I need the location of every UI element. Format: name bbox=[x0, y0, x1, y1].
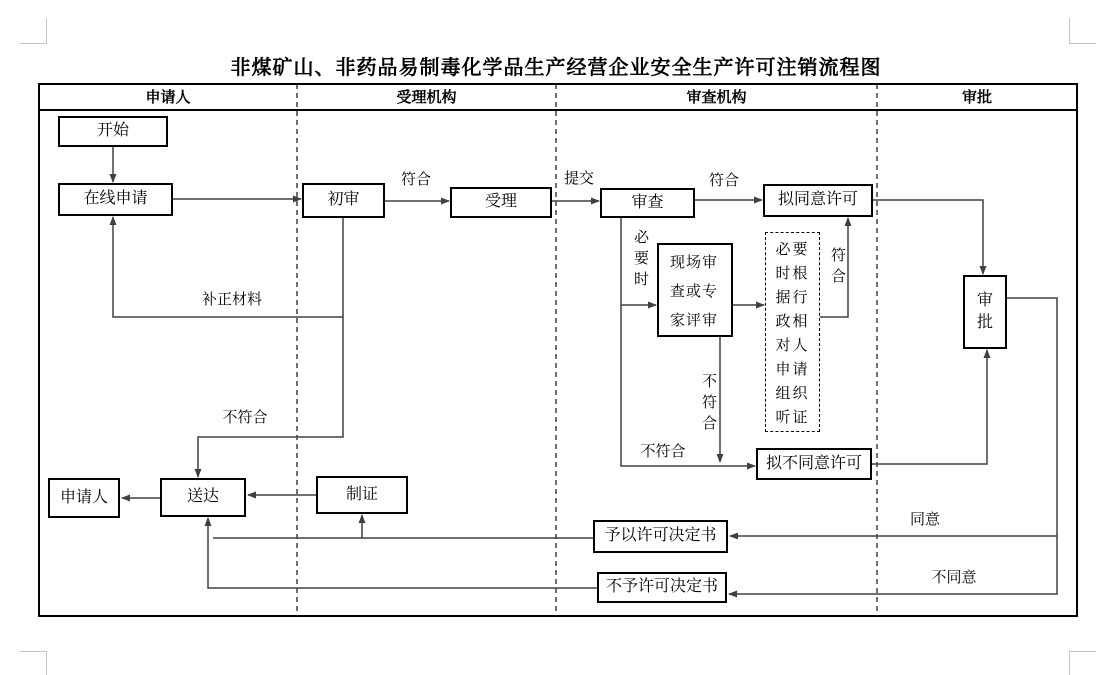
edge-label-not-conform-vertical: 不符合 bbox=[701, 373, 717, 432]
node-online-application: 在线申请 bbox=[58, 183, 173, 216]
edge-label-conform-1: 符合 bbox=[400, 171, 431, 188]
edge-label-conform-2: 符合 bbox=[708, 172, 739, 189]
edge-proposed-disapproval-to-approval bbox=[872, 350, 987, 464]
edge-label-disagree: 不同意 bbox=[931, 569, 977, 586]
edge-deny-decision-to-delivery bbox=[208, 518, 597, 588]
node-hearing-note bbox=[765, 232, 820, 432]
node-final-approval bbox=[963, 275, 1007, 349]
lane-header-approval: 审批 bbox=[961, 89, 992, 106]
edge-label-not-conform-left: 不符合 bbox=[222, 409, 268, 426]
edge-label-agree: 同意 bbox=[909, 511, 940, 528]
lane-header-accepting-agency: 受理机构 bbox=[396, 89, 457, 106]
node-preliminary-review: 初审 bbox=[302, 183, 385, 218]
lane-header-applicant: 申请人 bbox=[145, 89, 191, 106]
edge-label-when-necessary: 必要时 bbox=[633, 229, 649, 288]
node-applicant-receiver: 申请人 bbox=[48, 478, 120, 518]
node-certificate-issuance: 制证 bbox=[316, 476, 408, 514]
node-start: 开始 bbox=[58, 116, 168, 147]
edge-label-submit: 提交 bbox=[563, 170, 594, 187]
edge-proposed-approval-to-approval bbox=[873, 200, 983, 274]
node-proposed-approval: 拟同意许可 bbox=[763, 184, 873, 217]
node-final-approval-label: 审批 bbox=[976, 292, 993, 331]
page-title: 非煤矿山、非药品易制毒化学品生产经营企业安全生产许可注销流程图 bbox=[230, 57, 882, 79]
edge-prelim-not-conform-to-delivery bbox=[198, 218, 343, 477]
node-acceptance: 受理 bbox=[450, 187, 552, 218]
node-grant-decision: 予以许可决定书 bbox=[593, 520, 728, 553]
edge-label-conform-vertical: 符合 bbox=[830, 247, 846, 285]
edge-label-not-conform-mid: 不符合 bbox=[640, 443, 686, 460]
node-delivery: 送达 bbox=[160, 478, 246, 517]
node-onsite-label: 现场审查或专家评审 bbox=[670, 254, 719, 329]
node-deny-decision: 不予许可决定书 bbox=[597, 572, 727, 603]
edge-label-supplement-materials: 补正材料 bbox=[201, 291, 262, 308]
node-hearing-label: 必要时根据行政相对人申请组织听证 bbox=[775, 241, 810, 426]
lane-header-review-agency: 审查机构 bbox=[686, 89, 747, 106]
node-proposed-disapproval: 拟不同意许可 bbox=[756, 448, 872, 480]
node-onsite-or-expert-review bbox=[657, 243, 733, 337]
node-review: 审查 bbox=[600, 188, 695, 218]
